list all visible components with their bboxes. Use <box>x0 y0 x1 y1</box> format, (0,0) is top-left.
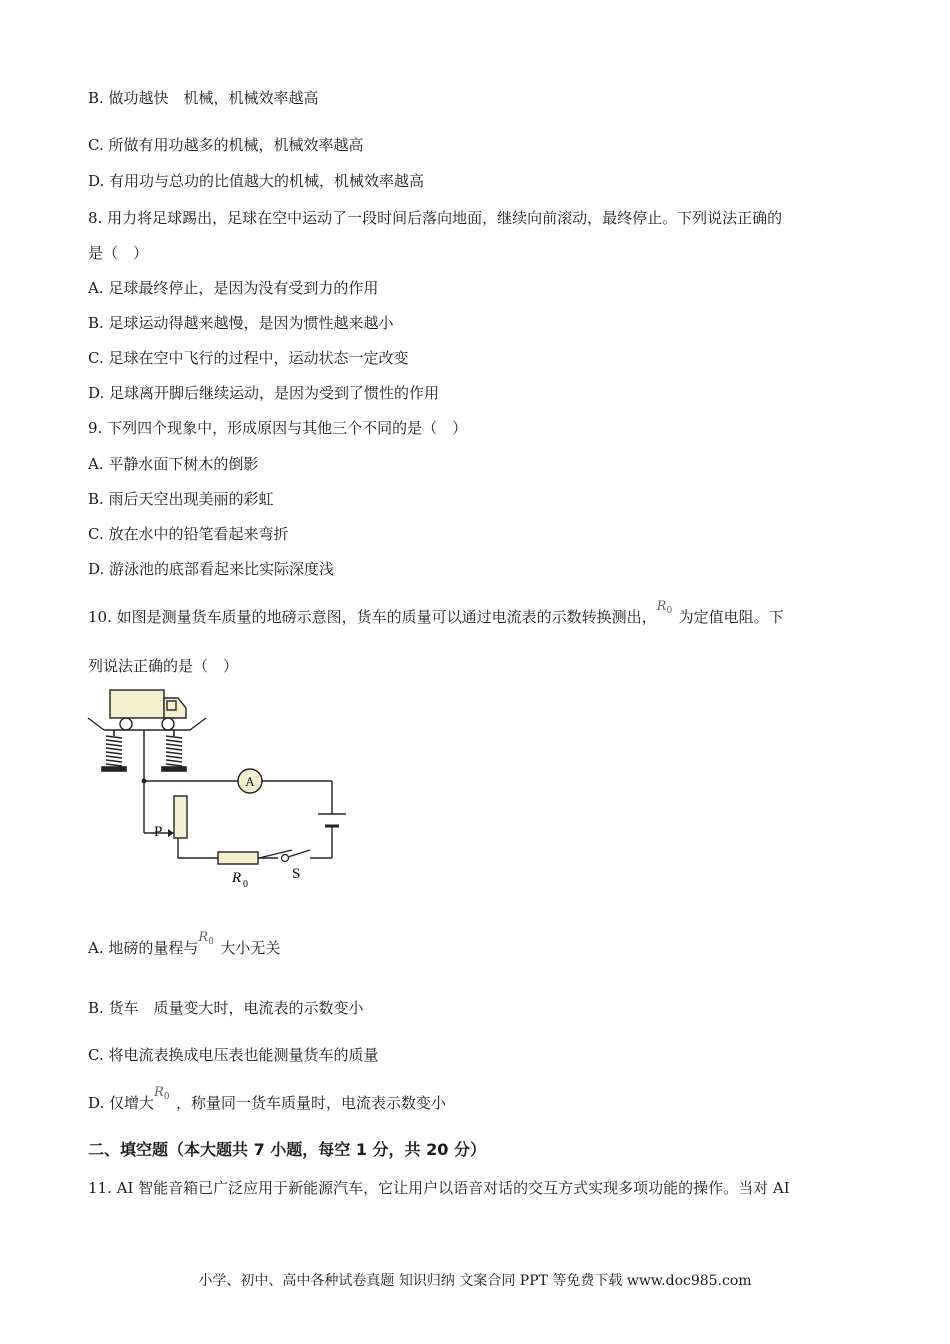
r0-letter: R <box>154 1085 164 1100</box>
weighbridge-circuit-diagram <box>82 686 362 896</box>
q8-stem-line1: 8. 用力将足球踢出，足球在空中运动了一段时间后落向地面，继续向前滚动，最终停止。下列说法正确的 <box>88 209 783 227</box>
r0-symbol <box>154 1083 176 1104</box>
ammeter-icon <box>238 769 262 793</box>
page-footer: 小学、初中、高中各种试卷真题 知识归纳 文案合同 PPT 等免费下载 www.doc985.com <box>198 1273 752 1289</box>
left-spring <box>102 730 126 771</box>
q10-stem-part2: 为定值电阻。下 <box>678 608 784 626</box>
q7-option-c: C. 所做有用功越多的机械，机械效率越高 <box>88 136 364 154</box>
r0-symbol <box>657 597 679 618</box>
q10-option-a-part1: A. 地磅的量程与 <box>88 939 199 957</box>
resistor-subscript: 0 <box>243 879 248 890</box>
q10-option-c: C. 将电流表换成电压表也能测量货车的质量 <box>88 1046 379 1064</box>
q10-stem-line2: 列说法正确的是（ ） <box>88 657 239 675</box>
q9-option-d: D. 游泳池的底部看起来比实际深度浅 <box>88 560 335 578</box>
ammeter-label: A <box>245 774 255 789</box>
switch-icon <box>282 850 311 882</box>
q9-option-c: C. 放在水中的铅笔看起来弯折 <box>88 525 289 543</box>
resistor-r0-icon <box>218 852 258 890</box>
q8-option-b: B. 足球运动得越来越慢，是因为惯性越来越小 <box>88 314 394 332</box>
rheostat-icon <box>154 796 187 840</box>
q8-option-d: D. 足球离开脚后继续运动，是因为受到了惯性的作用 <box>88 384 440 402</box>
q9-stem: 9. 下列四个现象中，形成原因与其他三个不同的是（ ） <box>88 419 468 437</box>
r0-letter: R <box>198 930 209 945</box>
r0-letter: R <box>656 599 667 614</box>
r0-subscript: 0 <box>208 937 214 947</box>
q9-option-b: B. 雨后天空出现美丽的彩虹 <box>88 490 274 508</box>
right-spring <box>162 730 186 771</box>
platform <box>88 718 206 730</box>
resistor-label: R <box>232 870 242 886</box>
q10-option-d-part2: ，称量同一货车质量时，电流表示数变小 <box>176 1094 447 1112</box>
q7-option-b: B. 做功越快 机械，机械效率越高 <box>88 89 319 107</box>
q9-option-a: A. 平静水面下树木的倒影 <box>88 455 259 473</box>
r0-subscript: 0 <box>666 606 673 616</box>
q8-stem-line2: 是（ ） <box>88 244 149 262</box>
truck-icon <box>110 690 186 730</box>
switch-label: S <box>292 866 301 882</box>
q11-stem-line1: 11. AI 智能音箱已广泛应用于新能源汽车，它让用户以语音对话的交互方式实现多项功能的操作。当对 AI <box>88 1179 790 1197</box>
q10-option-d-part1: D. 仅增大 <box>88 1094 155 1112</box>
q8-option-c: C. 足球在空中飞行的过程中，运动状态一定改变 <box>88 349 409 367</box>
q10-option-b: B. 货车 质量变大时，电流表的示数变小 <box>88 999 364 1017</box>
q10-option-d <box>88 1085 447 1116</box>
section-heading: 二、填空题（本大题共 7 小题，每空 1 分，共 20 分） <box>88 1140 486 1159</box>
r0-symbol <box>198 928 220 949</box>
q10-stem-part1: 10. 如图是测量货车质量的地磅示意图，货车的质量可以通过电流表的示数转换测出， <box>88 608 657 626</box>
r0-subscript: 0 <box>163 1092 170 1102</box>
q10-option-a-part2: 大小无关 <box>220 939 281 957</box>
q7-option-d: D. 有用功与总功的比值越大的机械，机械效率越高 <box>88 172 425 190</box>
slider-label: P <box>154 824 163 840</box>
battery-icon <box>318 814 346 826</box>
q8-option-a: A. 足球最终停止，是因为没有受到力的作用 <box>88 279 379 297</box>
q10-stem-line1 <box>88 599 784 630</box>
q10-option-a <box>88 930 281 961</box>
